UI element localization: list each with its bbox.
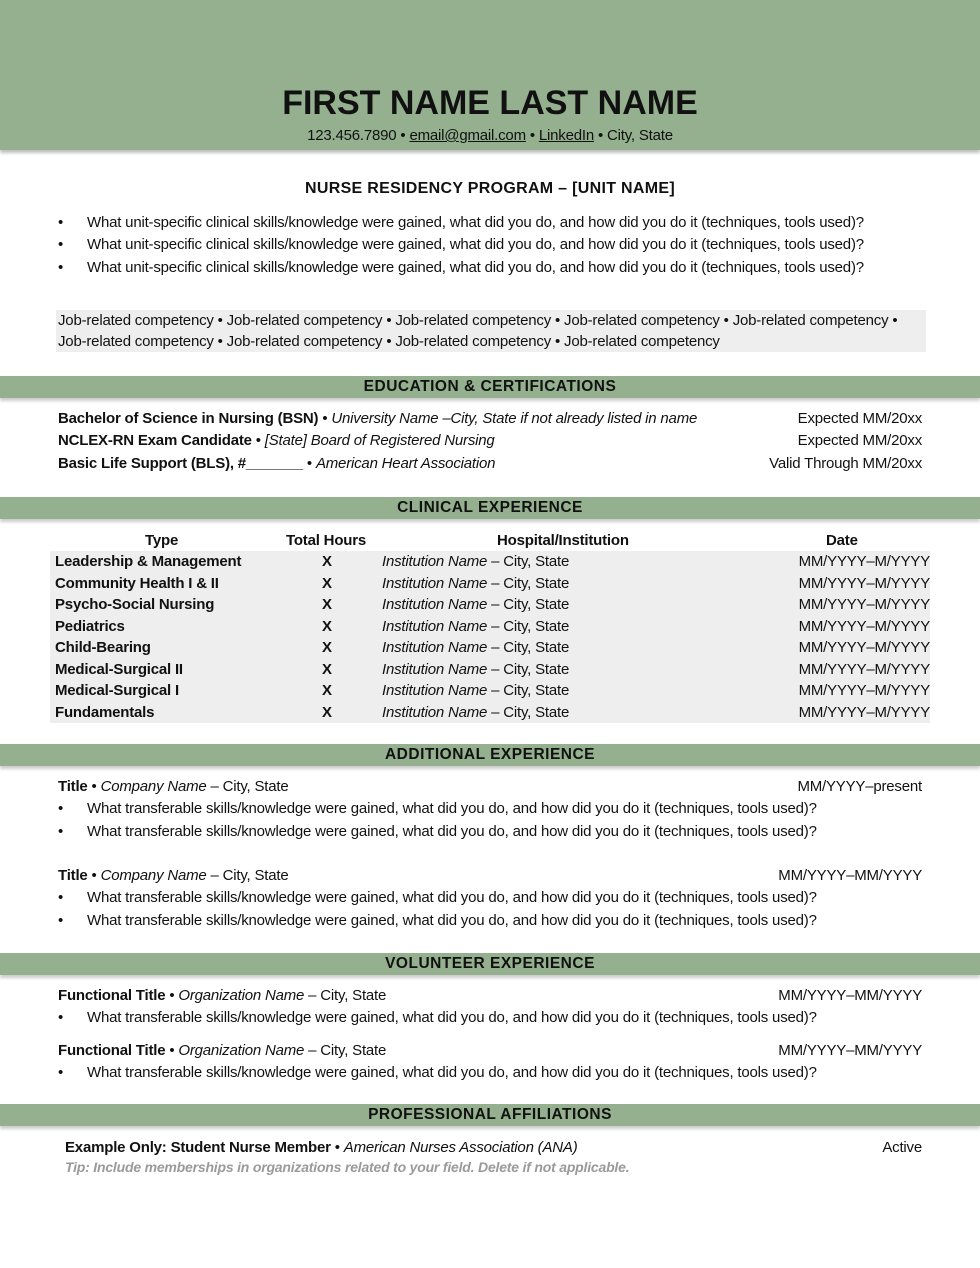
separator: • xyxy=(165,1042,179,1059)
affiliation-entry xyxy=(65,1137,922,1159)
table-row xyxy=(50,637,930,659)
cell-date: MM/YYYY–M/YYYY xyxy=(798,639,930,656)
affiliation-status: Active xyxy=(882,1139,922,1156)
institution-location: – City, State xyxy=(487,660,570,678)
job-bullet: • What transferable skills/knowledge were gained, what did you do, and how did you do it (techniques, tools used)? xyxy=(58,910,922,932)
education-entry xyxy=(58,430,922,452)
job-title: Title xyxy=(58,778,88,795)
job-bullet: • What transferable skills/knowledge were gained, what did you do, and how did you do it (techniques, tools used)? xyxy=(58,798,922,820)
education-date: Valid Through MM/20xx xyxy=(769,455,922,472)
job-title: Title xyxy=(58,867,88,884)
cell-type: Medical-Surgical II xyxy=(55,660,183,678)
job-bullet: • What transferable skills/knowledge were gained, what did you do, and how did you do it (techniques, tools used)? xyxy=(58,887,922,909)
education-date: Expected MM/20xx xyxy=(797,432,922,449)
job-location: – City, State xyxy=(206,867,289,884)
institution-name: Institution Name xyxy=(382,682,488,699)
tip-text: Tip: Include memberships in organizations related to your field. Delete if not applicable. xyxy=(65,1159,630,1175)
section-education: EDUCATION & CERTIFICATIONS xyxy=(0,376,980,398)
cell-hours: X xyxy=(322,639,332,656)
job-date: MM/YYYY–MM/YYYY xyxy=(778,1042,922,1059)
cell-hours: X xyxy=(322,596,332,613)
candidate-name: FIRST NAME LAST NAME xyxy=(282,84,698,122)
table-row xyxy=(50,594,930,616)
residency-title: NURSE RESIDENCY PROGRAM – [UNIT NAME] xyxy=(305,180,675,197)
volunteer-entry xyxy=(58,1040,922,1062)
institution-name: Institution Name xyxy=(382,553,488,570)
table-row xyxy=(50,551,930,573)
cell-hours: X xyxy=(322,617,332,635)
cell-institution xyxy=(382,551,569,573)
job-date: MM/YYYY–MM/YYYY xyxy=(778,867,922,884)
separator: • xyxy=(302,455,316,472)
cell-hours: X xyxy=(322,660,332,678)
separator: • xyxy=(87,778,101,795)
job-bullet: • What transferable skills/knowledge were gained, what did you do, and how did you do it (techniques, tools used)? xyxy=(58,1007,922,1029)
institution-location: – City, State xyxy=(487,596,570,613)
volunteer-entry xyxy=(58,985,922,1007)
institution-name: Institution Name xyxy=(382,703,488,721)
job-bullet: • What transferable skills/knowledge were gained, what did you do, and how did you do it (techniques, tools used)? xyxy=(58,1062,922,1084)
institution-location: – City, State xyxy=(487,574,570,592)
email-link[interactable]: email@gmail.com xyxy=(409,127,526,144)
cell-hours: X xyxy=(322,553,332,570)
education-org: [State] Board of Registered Nursing xyxy=(264,432,495,449)
institution-location: – City, State xyxy=(487,617,570,635)
cell-institution xyxy=(382,573,569,595)
cell-institution xyxy=(382,702,569,724)
table-row xyxy=(50,659,930,681)
cell-institution xyxy=(382,616,569,638)
separator: • xyxy=(251,432,265,449)
cell-date: MM/YYYY–M/YYYY xyxy=(798,682,930,699)
cell-institution xyxy=(382,680,569,702)
education-entry xyxy=(58,408,922,430)
table-row xyxy=(50,573,930,595)
institution-name: Institution Name xyxy=(382,639,488,656)
contact-line: 123.456.7890 • email@gmail.com • LinkedIn • City, State xyxy=(307,127,673,144)
table-row xyxy=(50,616,930,638)
job-location: – City, State xyxy=(304,987,387,1004)
section-clinical: CLINICAL EXPERIENCE xyxy=(0,497,980,519)
additional-entry xyxy=(58,865,922,887)
education-title: Basic Life Support (BLS), #_______ xyxy=(58,455,303,472)
cell-type: Psycho-Social Nursing xyxy=(55,596,215,613)
job-date: MM/YYYY–present xyxy=(797,778,922,795)
affiliation-title: Example Only: Student Nurse Member xyxy=(65,1139,331,1156)
company-name: Organization Name xyxy=(178,987,305,1004)
col-institution: Hospital/Institution xyxy=(497,532,629,549)
affiliation-org: American Nurses Association (ANA) xyxy=(343,1139,578,1156)
company-name: Organization Name xyxy=(178,1042,305,1059)
cell-type: Community Health I & II xyxy=(55,574,219,592)
education-org: American Heart Association xyxy=(315,455,496,472)
section-additional: ADDITIONAL EXPERIENCE xyxy=(0,744,980,766)
section-affiliations: PROFESSIONAL AFFILIATIONS xyxy=(0,1104,980,1126)
cell-type: Pediatrics xyxy=(55,617,125,635)
institution-location: – City, State xyxy=(487,703,570,721)
table-row xyxy=(50,680,930,702)
cell-institution xyxy=(382,659,569,681)
cell-hours: X xyxy=(322,574,332,592)
cell-date: MM/YYYY–M/YYYY xyxy=(798,574,930,592)
separator: • xyxy=(87,867,101,884)
residency-bullet: • What unit-specific clinical skills/knowledge were gained, what did you do, and how did you do it (techniques, tools used)? xyxy=(58,212,922,234)
col-date: Date xyxy=(826,532,858,549)
separator: • xyxy=(330,1139,344,1156)
job-title: Functional Title xyxy=(58,987,166,1004)
cell-type: Leadership & Management xyxy=(55,553,242,570)
cell-type: Child-Bearing xyxy=(55,639,151,656)
education-title: NCLEX-RN Exam Candidate xyxy=(58,432,252,449)
col-hours: Total Hours xyxy=(286,532,367,549)
institution-name: Institution Name xyxy=(382,596,488,613)
residency-bullet: • What unit-specific clinical skills/knowledge were gained, what did you do, and how did you do it (techniques, tools used)? xyxy=(58,257,922,279)
job-location: – City, State xyxy=(206,778,289,795)
col-type: Type xyxy=(145,532,179,549)
institution-name: Institution Name xyxy=(382,617,488,635)
institution-name: Institution Name xyxy=(382,660,488,678)
education-date: Expected MM/20xx xyxy=(797,410,922,427)
table-row xyxy=(50,702,930,724)
education-title: Bachelor of Science in Nursing (BSN) xyxy=(58,410,319,427)
separator: • xyxy=(318,410,332,427)
competencies: Job-related competency • Job-related competency • Job-related competency • Job-related competency • Job-related competency • Job-related competency • Job-related competency • Job-related competency • Job-related competency xyxy=(56,310,926,352)
location: City, State xyxy=(607,127,673,144)
institution-name: Institution Name xyxy=(382,574,488,592)
institution-location: – City, State xyxy=(487,682,570,699)
section-volunteer: VOLUNTEER EXPERIENCE xyxy=(0,953,980,975)
separator: • xyxy=(165,987,179,1004)
cell-date: MM/YYYY–M/YYYY xyxy=(798,553,930,570)
cell-type: Fundamentals xyxy=(55,703,155,721)
residency-bullet: • What unit-specific clinical skills/knowledge were gained, what did you do, and how did you do it (techniques, tools used)? xyxy=(58,234,922,256)
cell-date: MM/YYYY–M/YYYY xyxy=(798,703,930,721)
cell-date: MM/YYYY–M/YYYY xyxy=(798,660,930,678)
company-name: Company Name xyxy=(100,778,207,795)
linkedin-link[interactable]: LinkedIn xyxy=(538,127,594,144)
job-location: – City, State xyxy=(304,1042,387,1059)
job-bullet: • What transferable skills/knowledge were gained, what did you do, and how did you do it (techniques, tools used)? xyxy=(58,821,922,843)
education-org: University Name –City, State if not already listed in name xyxy=(331,410,698,427)
job-date: MM/YYYY–MM/YYYY xyxy=(778,987,922,1004)
cell-hours: X xyxy=(322,682,332,699)
cell-institution xyxy=(382,637,569,659)
company-name: Company Name xyxy=(100,867,207,884)
phone: 123.456.7890 xyxy=(307,127,397,144)
additional-entry xyxy=(58,776,922,798)
cell-hours: X xyxy=(322,703,332,721)
cell-type: Medical-Surgical I xyxy=(55,682,179,699)
job-title: Functional Title xyxy=(58,1042,166,1059)
cell-date: MM/YYYY–M/YYYY xyxy=(798,617,930,635)
cell-institution xyxy=(382,594,569,616)
institution-location: – City, State xyxy=(487,553,570,570)
cell-date: MM/YYYY–M/YYYY xyxy=(798,596,930,613)
institution-location: – City, State xyxy=(487,639,570,656)
education-entry xyxy=(58,453,922,475)
